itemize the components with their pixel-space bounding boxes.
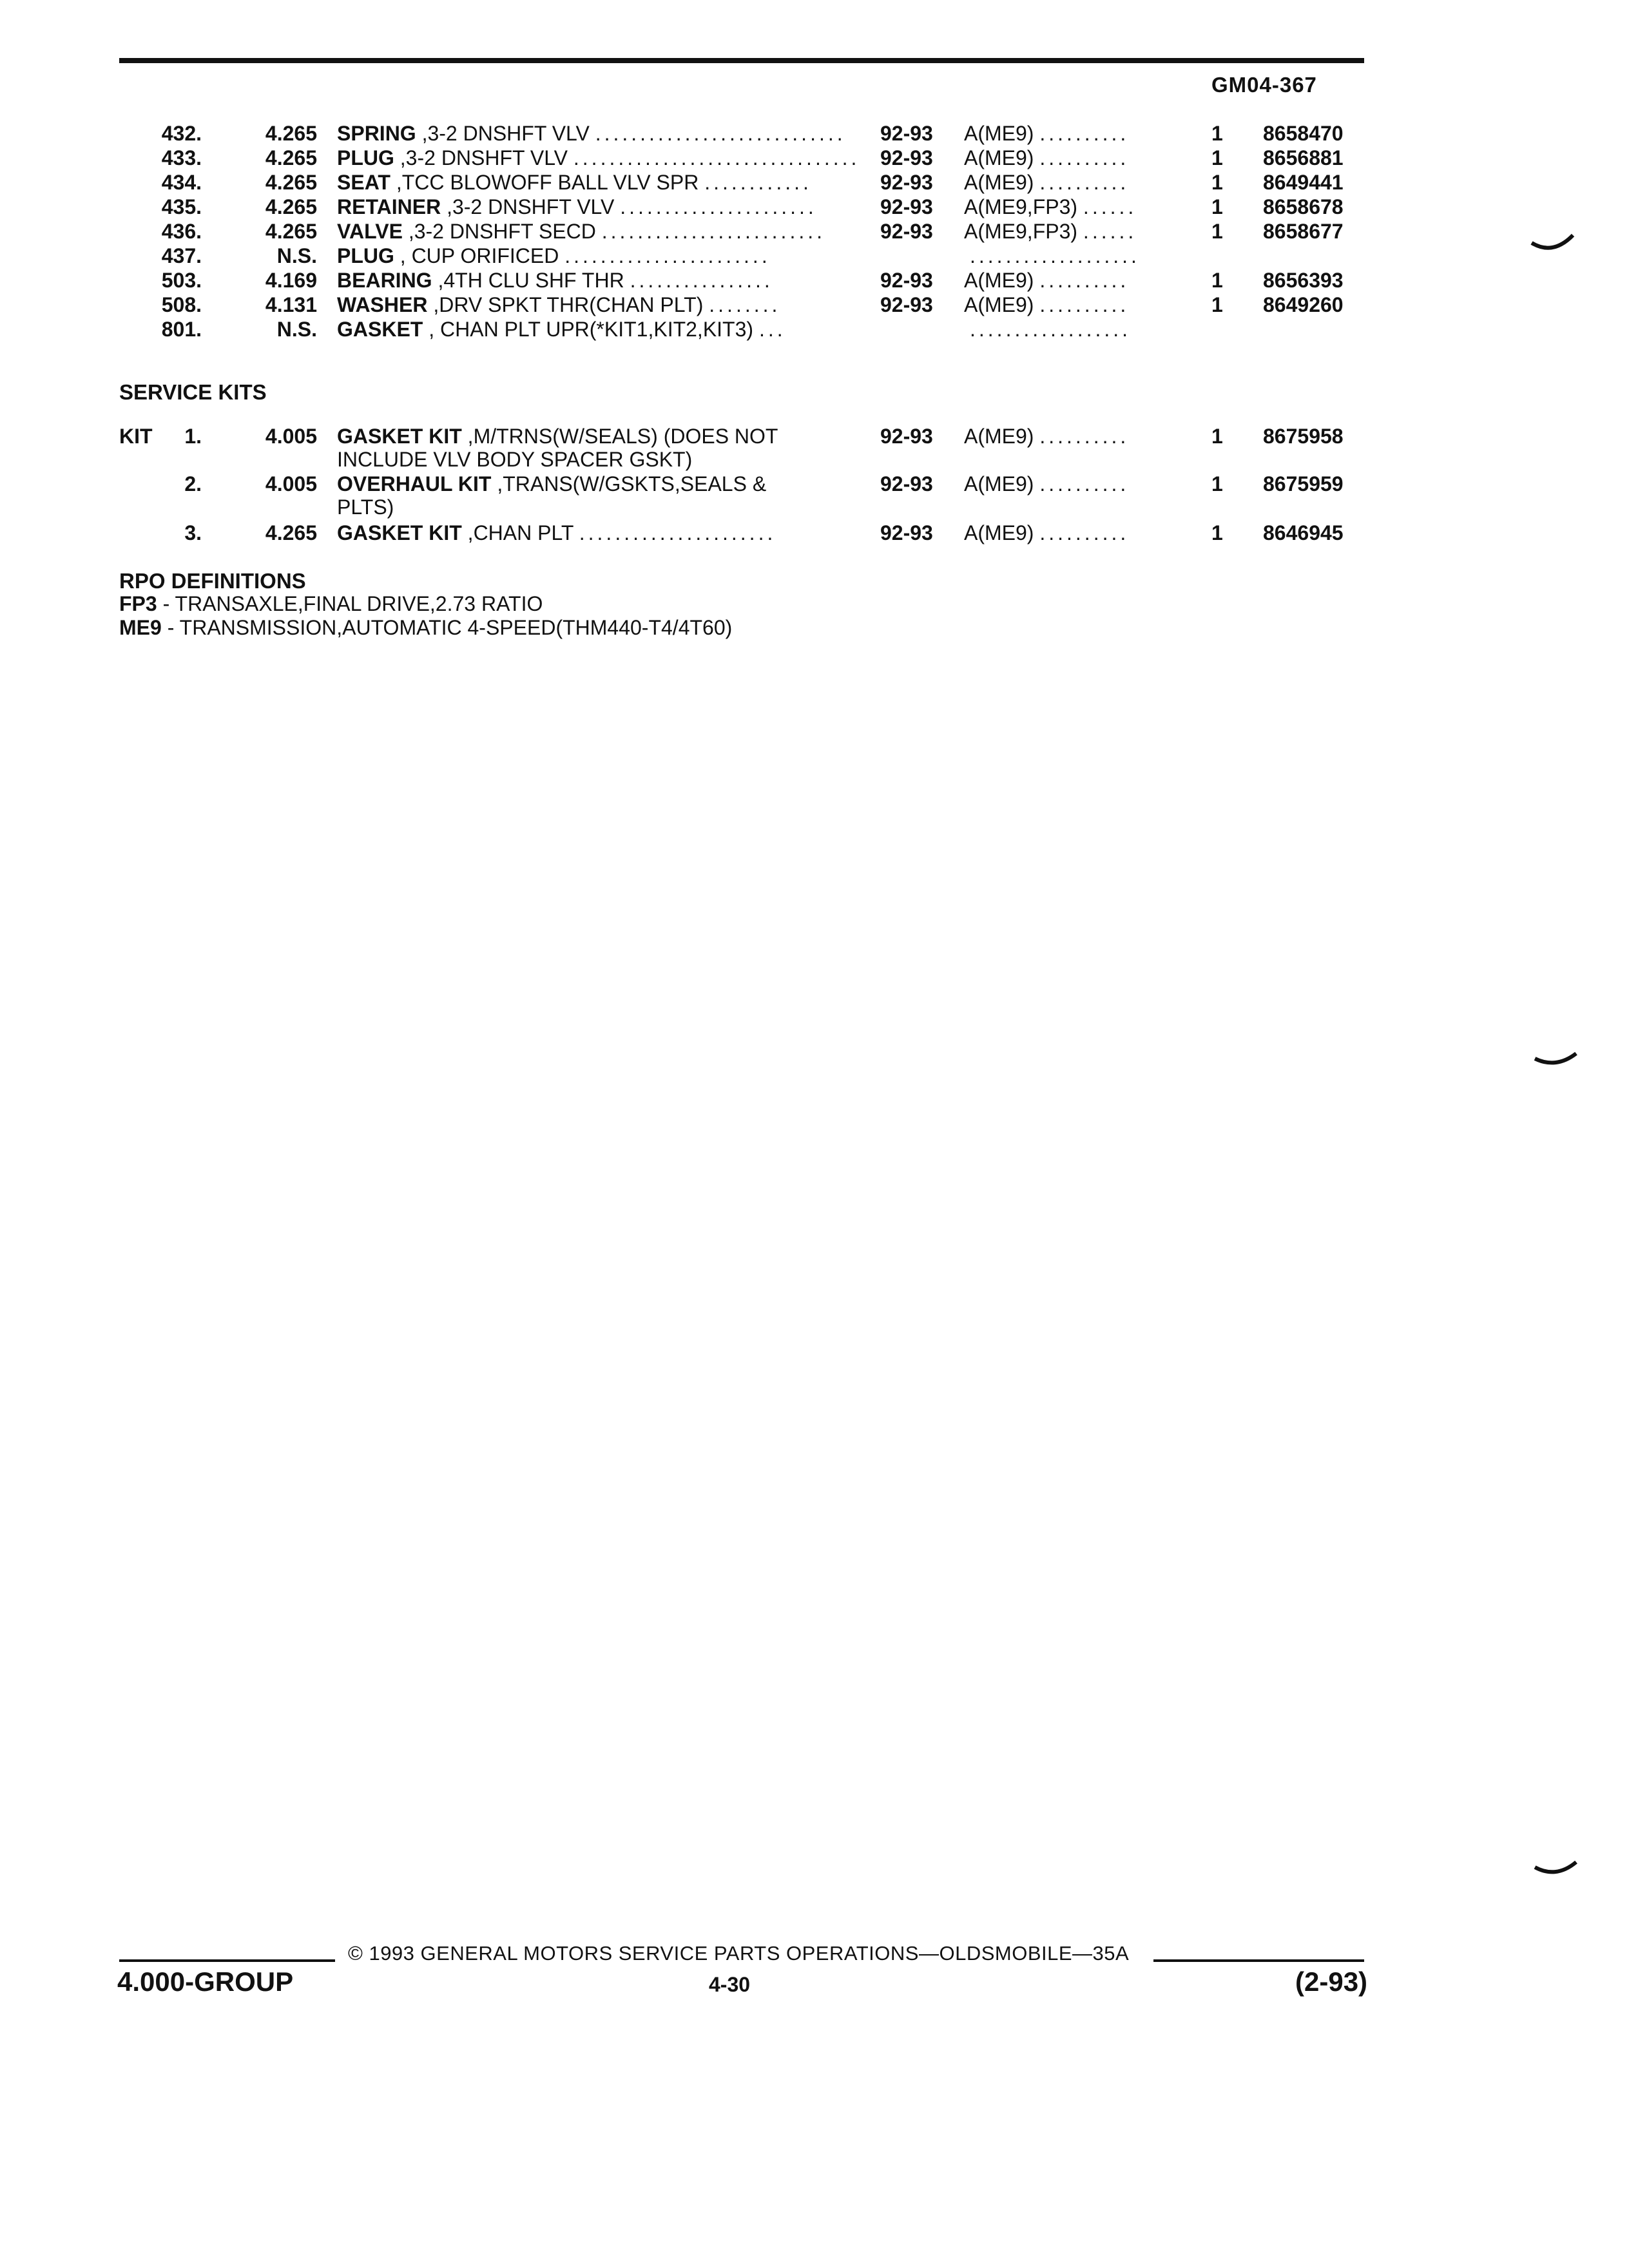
- kit-description: GASKET KIT ,M/TRNS(W/SEALS) (DOES NOT: [337, 425, 778, 448]
- kit-row: [0, 521, 1629, 545]
- service-kits-heading: SERVICE KITS: [119, 380, 267, 404]
- group-number: 4.265: [265, 521, 317, 544]
- table-row: [0, 219, 1629, 244]
- kit-row: [0, 472, 1629, 496]
- group-number: N.S.: [276, 318, 317, 341]
- binder-hole-mark: [1530, 229, 1576, 255]
- usage-code: A(ME9) ..........: [964, 146, 1130, 169]
- group-number: N.S.: [276, 244, 317, 267]
- part-description: BEARING ,4TH CLU SHF THR ................: [337, 269, 773, 292]
- page-code: GM04-367: [1211, 73, 1317, 97]
- kit-label: KIT: [119, 425, 153, 448]
- quantity: 1: [1211, 171, 1223, 194]
- model-years: 92-93: [880, 472, 933, 495]
- model-years: 92-93: [880, 425, 933, 448]
- table-row: [0, 317, 1629, 341]
- footer-copyright: © 1993 GENERAL MOTORS SERVICE PARTS OPERATIONS—OLDSMOBILE—35A: [348, 1942, 1130, 1965]
- group-number: 4.265: [265, 146, 317, 169]
- ref-number: 801.: [161, 318, 202, 341]
- ref-number: 437.: [161, 244, 202, 267]
- part-description: GASKET , CHAN PLT UPR(*KIT1,KIT2,KIT3) ...: [337, 318, 786, 341]
- part-number: 8658677: [1263, 220, 1344, 243]
- ref-number: 433.: [161, 146, 202, 169]
- part-description: SEAT ,TCC BLOWOFF BALL VLV SPR ............: [337, 171, 812, 194]
- quantity: 1: [1211, 293, 1223, 316]
- quantity: 1: [1211, 146, 1223, 169]
- usage-code: A(ME9) ..........: [964, 425, 1130, 448]
- table-row: [0, 121, 1629, 146]
- part-number: 8675958: [1263, 425, 1344, 448]
- model-years: 92-93: [880, 293, 933, 316]
- usage-code: A(ME9,FP3) ......: [964, 195, 1137, 218]
- quantity: 1: [1211, 269, 1223, 292]
- ref-number: 508.: [161, 293, 202, 316]
- usage-code: ..................: [970, 318, 1132, 341]
- rpo-definition: FP3 - TRANSAXLE,FINAL DRIVE,2.73 RATIO: [119, 592, 543, 615]
- model-years: 92-93: [880, 195, 933, 218]
- kit-description: GASKET KIT ,CHAN PLT ......................: [337, 521, 776, 544]
- ref-number: 503.: [161, 269, 202, 292]
- usage-code: A(ME9) ..........: [964, 171, 1130, 194]
- model-years: 92-93: [880, 171, 933, 194]
- kit-number: 3.: [184, 521, 202, 544]
- table-row: [0, 268, 1629, 293]
- quantity: 1: [1211, 425, 1223, 448]
- footer-rule-left: [119, 1959, 335, 1962]
- table-row: [0, 195, 1629, 219]
- part-description: SPRING ,3-2 DNSHFT VLV ............................: [337, 122, 846, 145]
- usage-code: A(ME9) ..........: [964, 293, 1130, 316]
- usage-code: A(ME9) ..........: [964, 521, 1130, 544]
- quantity: 1: [1211, 521, 1223, 544]
- group-number: 4.265: [265, 122, 317, 145]
- group-number: 4.265: [265, 171, 317, 194]
- ref-number: 432.: [161, 122, 202, 145]
- part-description: PLUG , CUP ORIFICED .......................: [337, 244, 771, 267]
- model-years: 92-93: [880, 122, 933, 145]
- usage-code: A(ME9,FP3) ......: [964, 220, 1137, 243]
- kit-description: OVERHAUL KIT ,TRANS(W/GSKTS,SEALS &: [337, 472, 767, 495]
- binder-hole-mark: [1534, 1856, 1579, 1881]
- page-number: 4-30: [709, 1973, 751, 1996]
- ref-number: 434.: [161, 171, 202, 194]
- binder-hole-mark: [1534, 1047, 1579, 1073]
- kit-description-continued: INCLUDE VLV BODY SPACER GSKT): [337, 448, 693, 471]
- part-number: 8656881: [1263, 146, 1344, 169]
- ref-number: 436.: [161, 220, 202, 243]
- footer-group: 4.000-GROUP: [117, 1966, 294, 1997]
- quantity: 1: [1211, 472, 1223, 495]
- part-number: 8646945: [1263, 521, 1344, 544]
- kit-row: [0, 424, 1629, 448]
- model-years: 92-93: [880, 521, 933, 544]
- part-description: WASHER ,DRV SPKT THR(CHAN PLT) ........: [337, 293, 781, 316]
- table-row: [0, 244, 1629, 268]
- group-number: 4.005: [265, 472, 317, 495]
- table-row: [0, 170, 1629, 195]
- table-row: [0, 293, 1629, 317]
- quantity: 1: [1211, 122, 1223, 145]
- kit-number: 1.: [184, 425, 202, 448]
- part-number: 8675959: [1263, 472, 1344, 495]
- footer-date: (2-93): [1295, 1966, 1368, 1997]
- kit-description-continued: PLTS): [337, 495, 394, 519]
- usage-code: A(ME9) ..........: [964, 269, 1130, 292]
- usage-code: A(ME9) ..........: [964, 122, 1130, 145]
- part-number: 8658470: [1263, 122, 1344, 145]
- part-description: RETAINER ,3-2 DNSHFT VLV ......................: [337, 195, 817, 218]
- group-number: 4.265: [265, 220, 317, 243]
- rpo-heading: RPO DEFINITIONS: [119, 569, 306, 593]
- group-number: 4.265: [265, 195, 317, 218]
- part-description: PLUG ,3-2 DNSHFT VLV ................................: [337, 146, 860, 169]
- group-number: 4.005: [265, 425, 317, 448]
- part-number: 8658678: [1263, 195, 1344, 218]
- usage-code: ...................: [970, 244, 1140, 267]
- model-years: 92-93: [880, 220, 933, 243]
- part-description: VALVE ,3-2 DNSHFT SECD .........................: [337, 220, 825, 243]
- part-number: 8649441: [1263, 171, 1344, 194]
- kit-number: 2.: [184, 472, 202, 495]
- ref-number: 435.: [161, 195, 202, 218]
- quantity: 1: [1211, 195, 1223, 218]
- quantity: 1: [1211, 220, 1223, 243]
- part-number: 8656393: [1263, 269, 1344, 292]
- rpo-definition: ME9 - TRANSMISSION,AUTOMATIC 4-SPEED(THM440-T4/4T60): [119, 616, 733, 639]
- model-years: 92-93: [880, 269, 933, 292]
- model-years: 92-93: [880, 146, 933, 169]
- top-rule: [119, 58, 1364, 63]
- group-number: 4.169: [265, 269, 317, 292]
- usage-code: A(ME9) ..........: [964, 472, 1130, 495]
- footer-rule-right: [1153, 1959, 1364, 1962]
- part-number: 8649260: [1263, 293, 1344, 316]
- group-number: 4.131: [265, 293, 317, 316]
- table-row: [0, 146, 1629, 170]
